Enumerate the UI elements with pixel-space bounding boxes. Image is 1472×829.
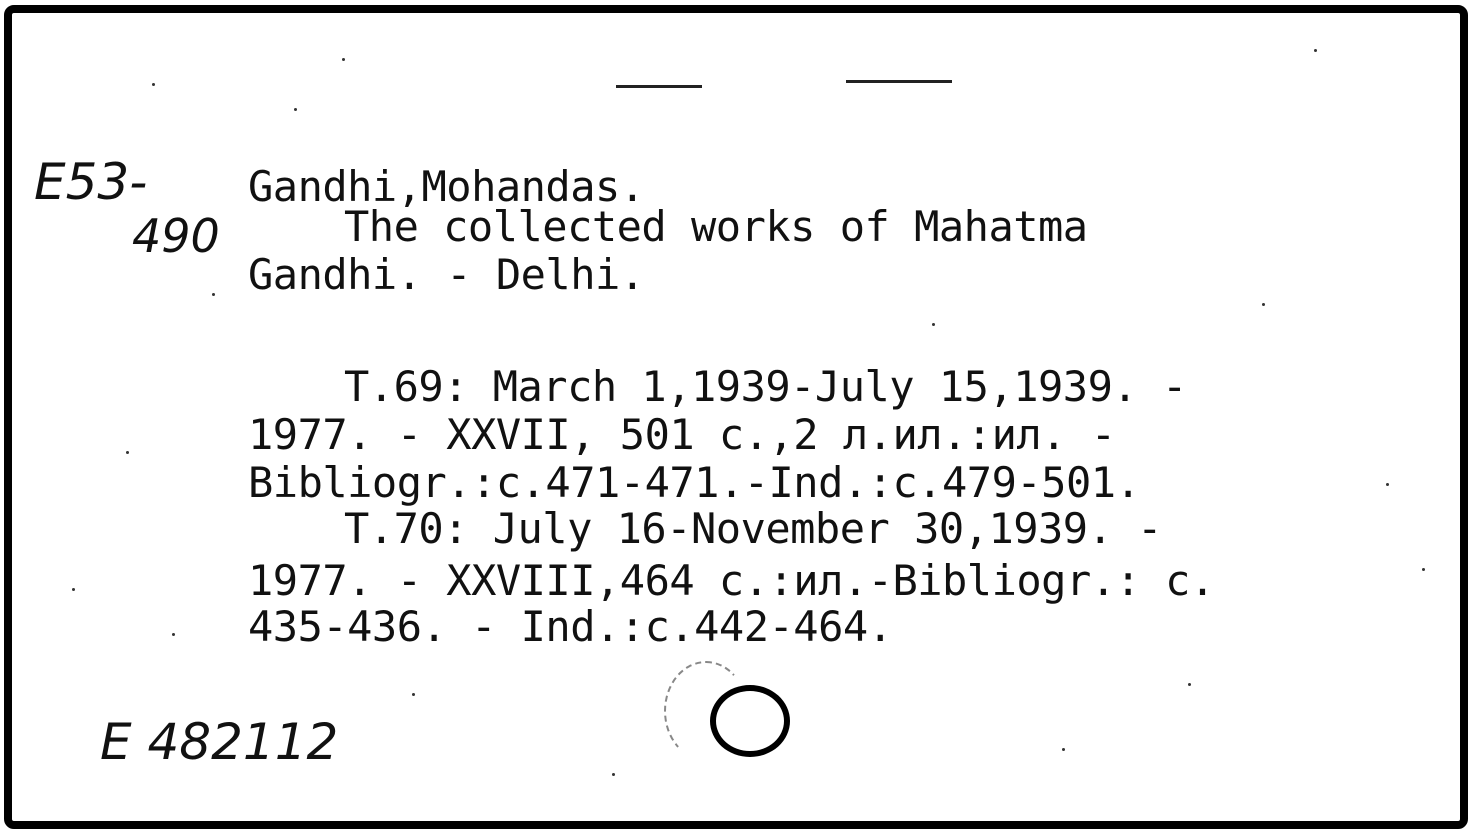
title-line-1: The collected works of Mahatma	[344, 202, 1088, 251]
speck	[932, 323, 935, 326]
volume-70-line-1: T.70: July 16-November 30,1939. -	[344, 504, 1162, 553]
speck	[212, 293, 215, 296]
author-heading: Gandhi,Mohandas.	[248, 162, 645, 211]
speck	[1262, 303, 1265, 306]
volume-69-line-3: Bibliogr.:c.471-471.-Ind.:c.479-501.	[248, 458, 1141, 507]
call-number-line1: E53-	[34, 153, 148, 211]
call-number-line2: 490	[132, 209, 220, 263]
top-mark-left	[616, 85, 702, 88]
volume-70-line-2: 1977. - XXVIII,464 c.:ил.-Bibliogr.: c.	[248, 556, 1215, 605]
speck	[294, 108, 297, 111]
title-line-2: Gandhi. - Delhi.	[248, 250, 645, 299]
speck	[1314, 49, 1317, 52]
catalog-card	[4, 5, 1468, 829]
speck	[72, 588, 75, 591]
speck	[126, 451, 129, 454]
inventory-mark: E 482112	[100, 713, 339, 771]
speck	[1386, 483, 1389, 486]
volume-69-line-2: 1977. - XXVII, 501 c.,2 л.ил.:ил. -	[248, 410, 1116, 459]
speck	[612, 773, 615, 776]
top-mark-right	[846, 80, 952, 83]
volume-70-line-3: 435-436. - Ind.:c.442-464.	[248, 602, 893, 651]
speck	[172, 633, 175, 636]
speck	[412, 693, 415, 696]
speck	[1062, 748, 1065, 751]
punch-hole	[710, 685, 790, 757]
speck	[342, 58, 345, 61]
speck	[1188, 683, 1191, 686]
volume-69-line-1: T.69: March 1,1939-July 15,1939. -	[344, 362, 1187, 411]
speck	[152, 83, 155, 86]
speck	[1422, 568, 1425, 571]
